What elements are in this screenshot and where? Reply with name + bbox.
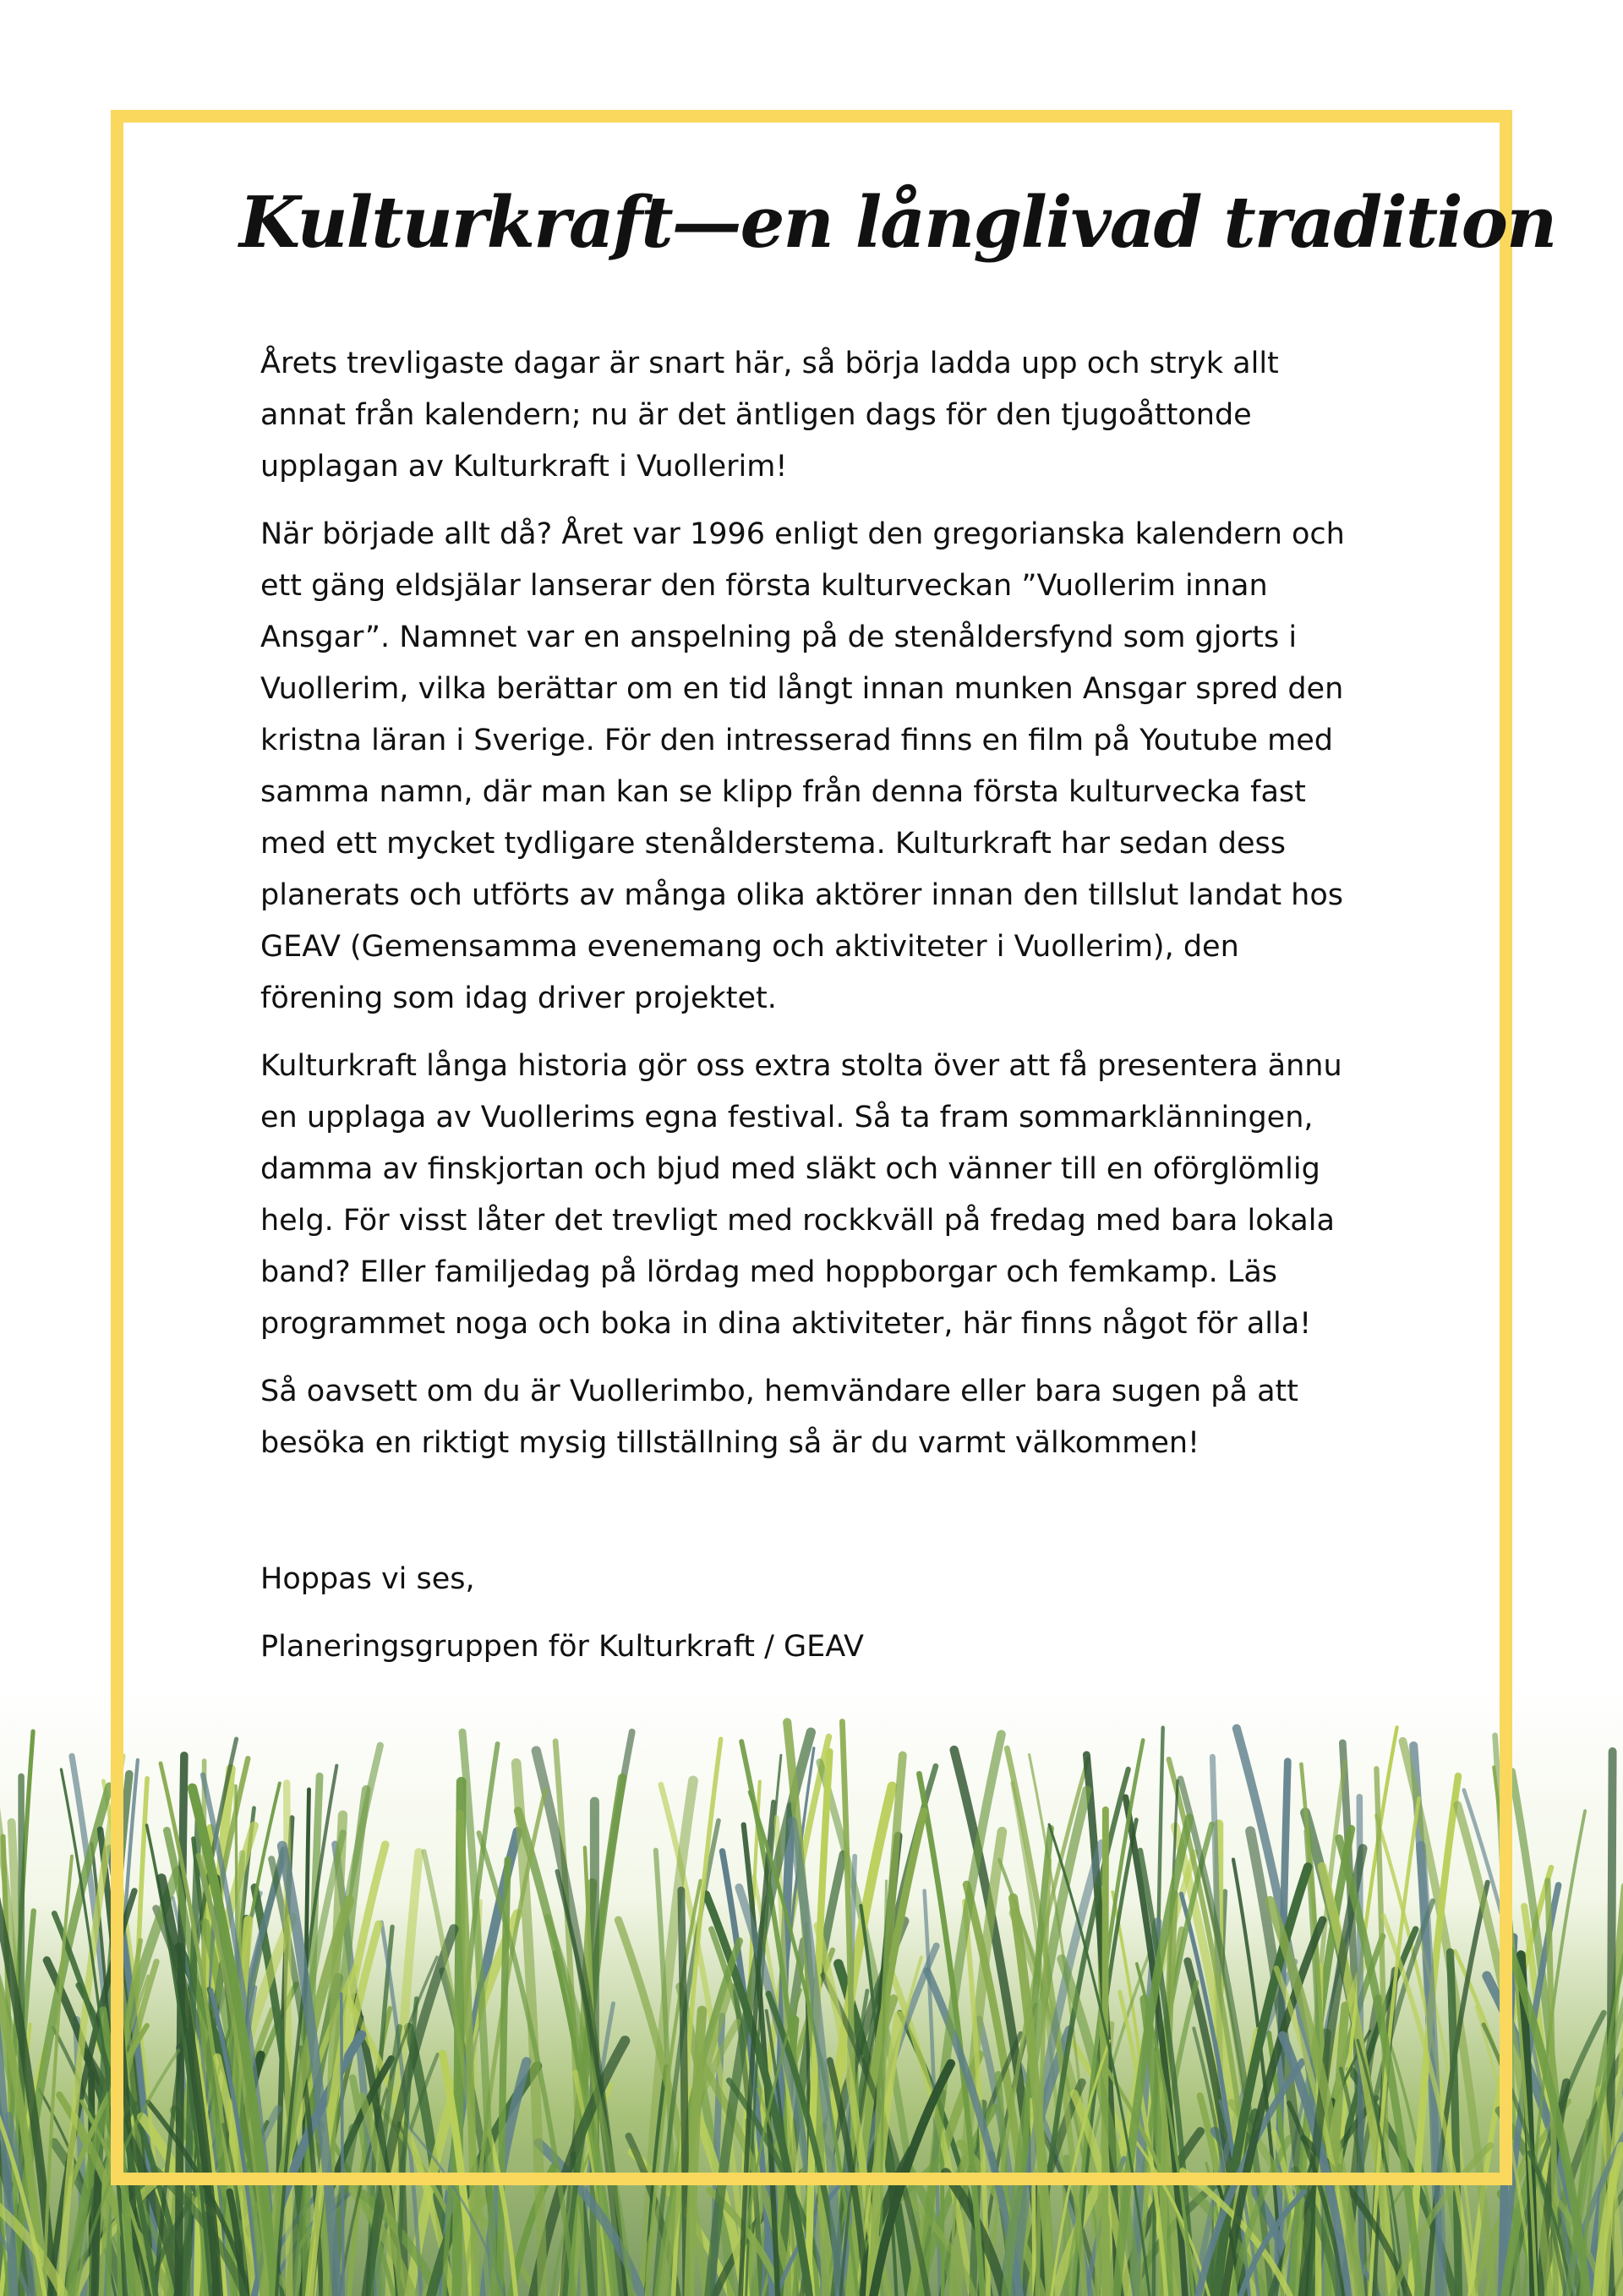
body-text — [260, 338, 1351, 1485]
closing-greeting: Hoppas vi ses, — [260, 1562, 475, 1596]
paragraph: Kulturkraft långa historia gör oss extra stolta över att få presentera ännu en upplaga av Vuollerims egna festival. Så ta fram sommarklänningen, damma av finskjortan och bjud med släkt och vänner till en oförglömlig helg. För visst låter det trevligt med rockkväll på fredag med bara lokala band? Eller familjedag på lördag med hoppborgar och femkamp. Läs programmet noga och boka in dina aktiviteter, här finns något för alla! — [260, 1049, 1342, 1341]
paragraph: Årets trevligaste dagar är snart här, så börja ladda upp och stryk allt annat från kalendern; nu är det äntligen dags för den tjugoåttonde upplagan av Kulturkraft i Vuollerim! — [260, 347, 1279, 484]
grass-background-image — [0, 1682, 1623, 2296]
paragraph: När började allt då? Året var 1996 enligt den gregorianska kalendern och ett gäng eldsjälar lanserar den första kulturveckan ”Vuollerim innan Ansgar”. Namnet var en anspelning på de stenåldersfynd som gjorts i Vuollerim, vilka berättar om en tid långt innan munken Ansgar spred den kristna läran i Sverige. För den intresserad finns en film på Youtube med samma namn, där man kan se klipp från denna första kulturvecka fast med ett mycket tydligare stenålderstema. Kulturkraft har sedan dess planerats och utförts av många olika aktörer innan den tillslut landat hos GEAV (Gemensamma evenemang och aktiviteter i Vuollerim), den förening som idag driver projektet. — [260, 517, 1345, 1015]
signature: Planeringsgruppen för Kulturkraft / GEAV — [260, 1630, 864, 1664]
page-title: Kulturkraft—en långlivad tradition — [239, 181, 1556, 264]
paragraph: Så oavsett om du är Vuollerimbo, hemvändare eller bara sugen på att besöka en riktigt mysig tillställning så är du varmt välkommen! — [260, 1375, 1298, 1460]
closing-block — [260, 1554, 1351, 1689]
